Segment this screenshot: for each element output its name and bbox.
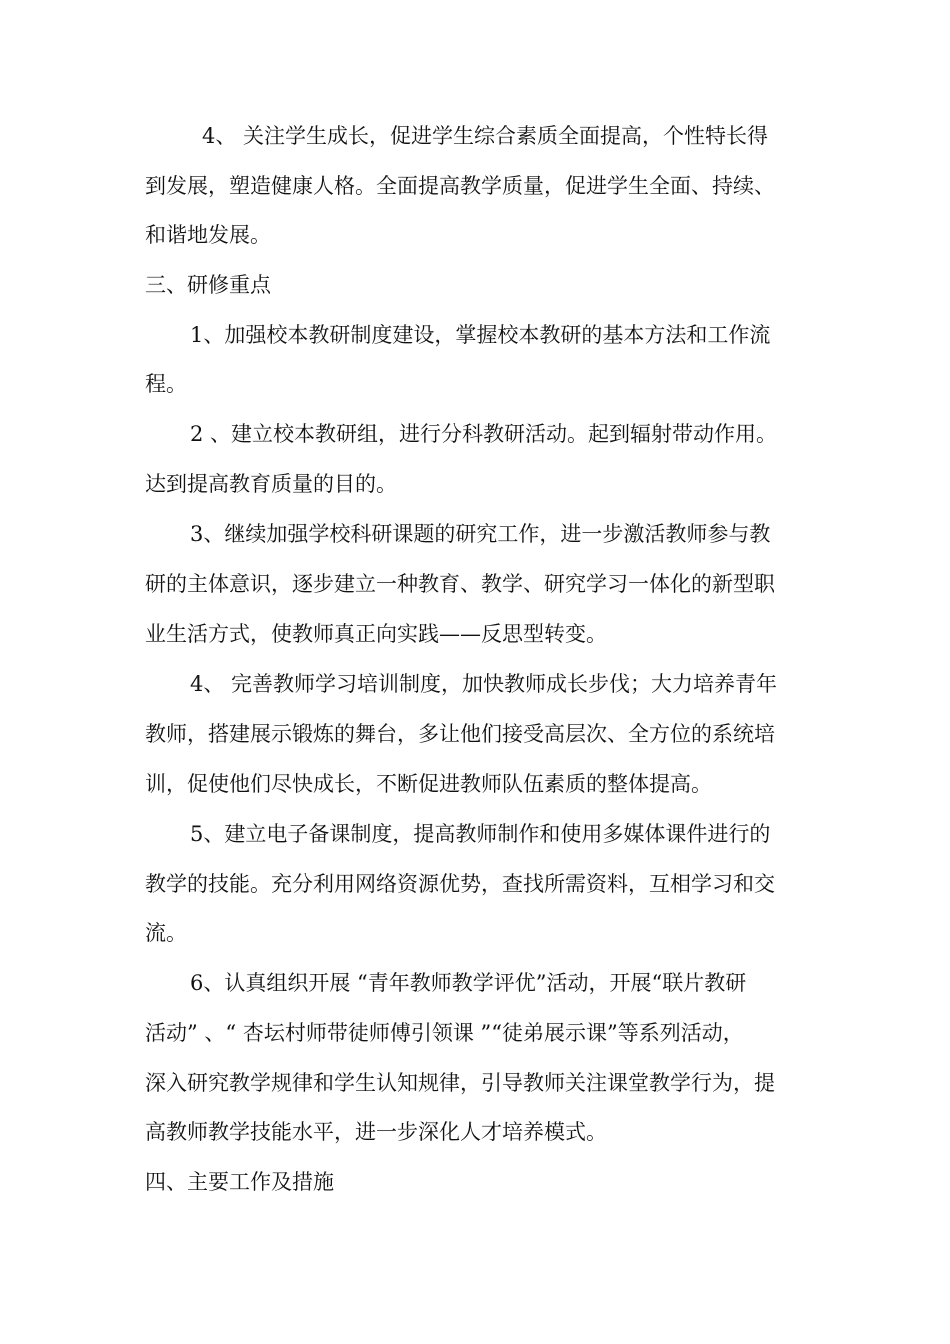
text-line-3: 和谐地发展。	[145, 223, 271, 247]
text-line-2: 到发展，塑造健康人格。全面提高教学质量，促进学生全面、持续、	[145, 174, 775, 198]
section-heading-3: 三、研修重点	[145, 273, 271, 297]
text-line-17: 流。	[145, 921, 187, 945]
text-line-6: 程。	[145, 372, 187, 396]
text-line-8: 达到提高教育质量的目的。	[145, 472, 397, 496]
text-line-18: 6、认真组织开展 “青年教师教学评优”活动，开展“联片教研	[190, 971, 747, 995]
text-line-11: 业生活方式，使教师真正向实践——反思型转变。	[145, 622, 607, 646]
text-line-9: 3、继续加强学校科研课题的研究工作，进一步激活教师参与教	[190, 522, 771, 546]
text-line-5: 1、加强校本教研制度建设，掌握校本教研的基本方法和工作流	[190, 323, 771, 347]
text-line-16: 教学的技能。充分利用网络资源优势，查找所需资料，互相学习和交	[145, 872, 775, 896]
text-line-13: 教师，搭建展示锻炼的舞台，多让他们接受高层次、全方位的系统培	[145, 722, 775, 746]
text-line-20: 深入研究教学规律和学生认知规律，引导教师关注课堂教学行为，提	[145, 1071, 775, 1095]
text-line-10: 研的主体意识，逐步建立一种教育、教学、研究学习一体化的新型职	[145, 572, 775, 596]
text-line-19: 活动” 、“ 杏坛村师带徒师傅引领课 ”“徒弟展示课”等系列活动，	[145, 1021, 744, 1045]
text-line-14: 训，促使他们尽快成长，不断促进教师队伍素质的整体提高。	[145, 772, 712, 796]
text-line-1: 4、 关注学生成长，促进学生综合素质全面提高，个性特长得	[202, 124, 769, 148]
text-line-7: 2 、建立校本教研组，进行分科教研活动。起到辐射带动作用。	[190, 422, 778, 446]
text-line-12: 4、 完善教师学习培训制度，加快教师成长步伐；大力培养青年	[190, 672, 778, 696]
section-heading-4: 四、主要工作及措施	[145, 1170, 334, 1194]
text-line-21: 高教师教学技能水平，进一步深化人才培养模式。	[145, 1120, 607, 1144]
text-line-15: 5、建立电子备课制度，提高教师制作和使用多媒体课件进行的	[190, 822, 771, 846]
